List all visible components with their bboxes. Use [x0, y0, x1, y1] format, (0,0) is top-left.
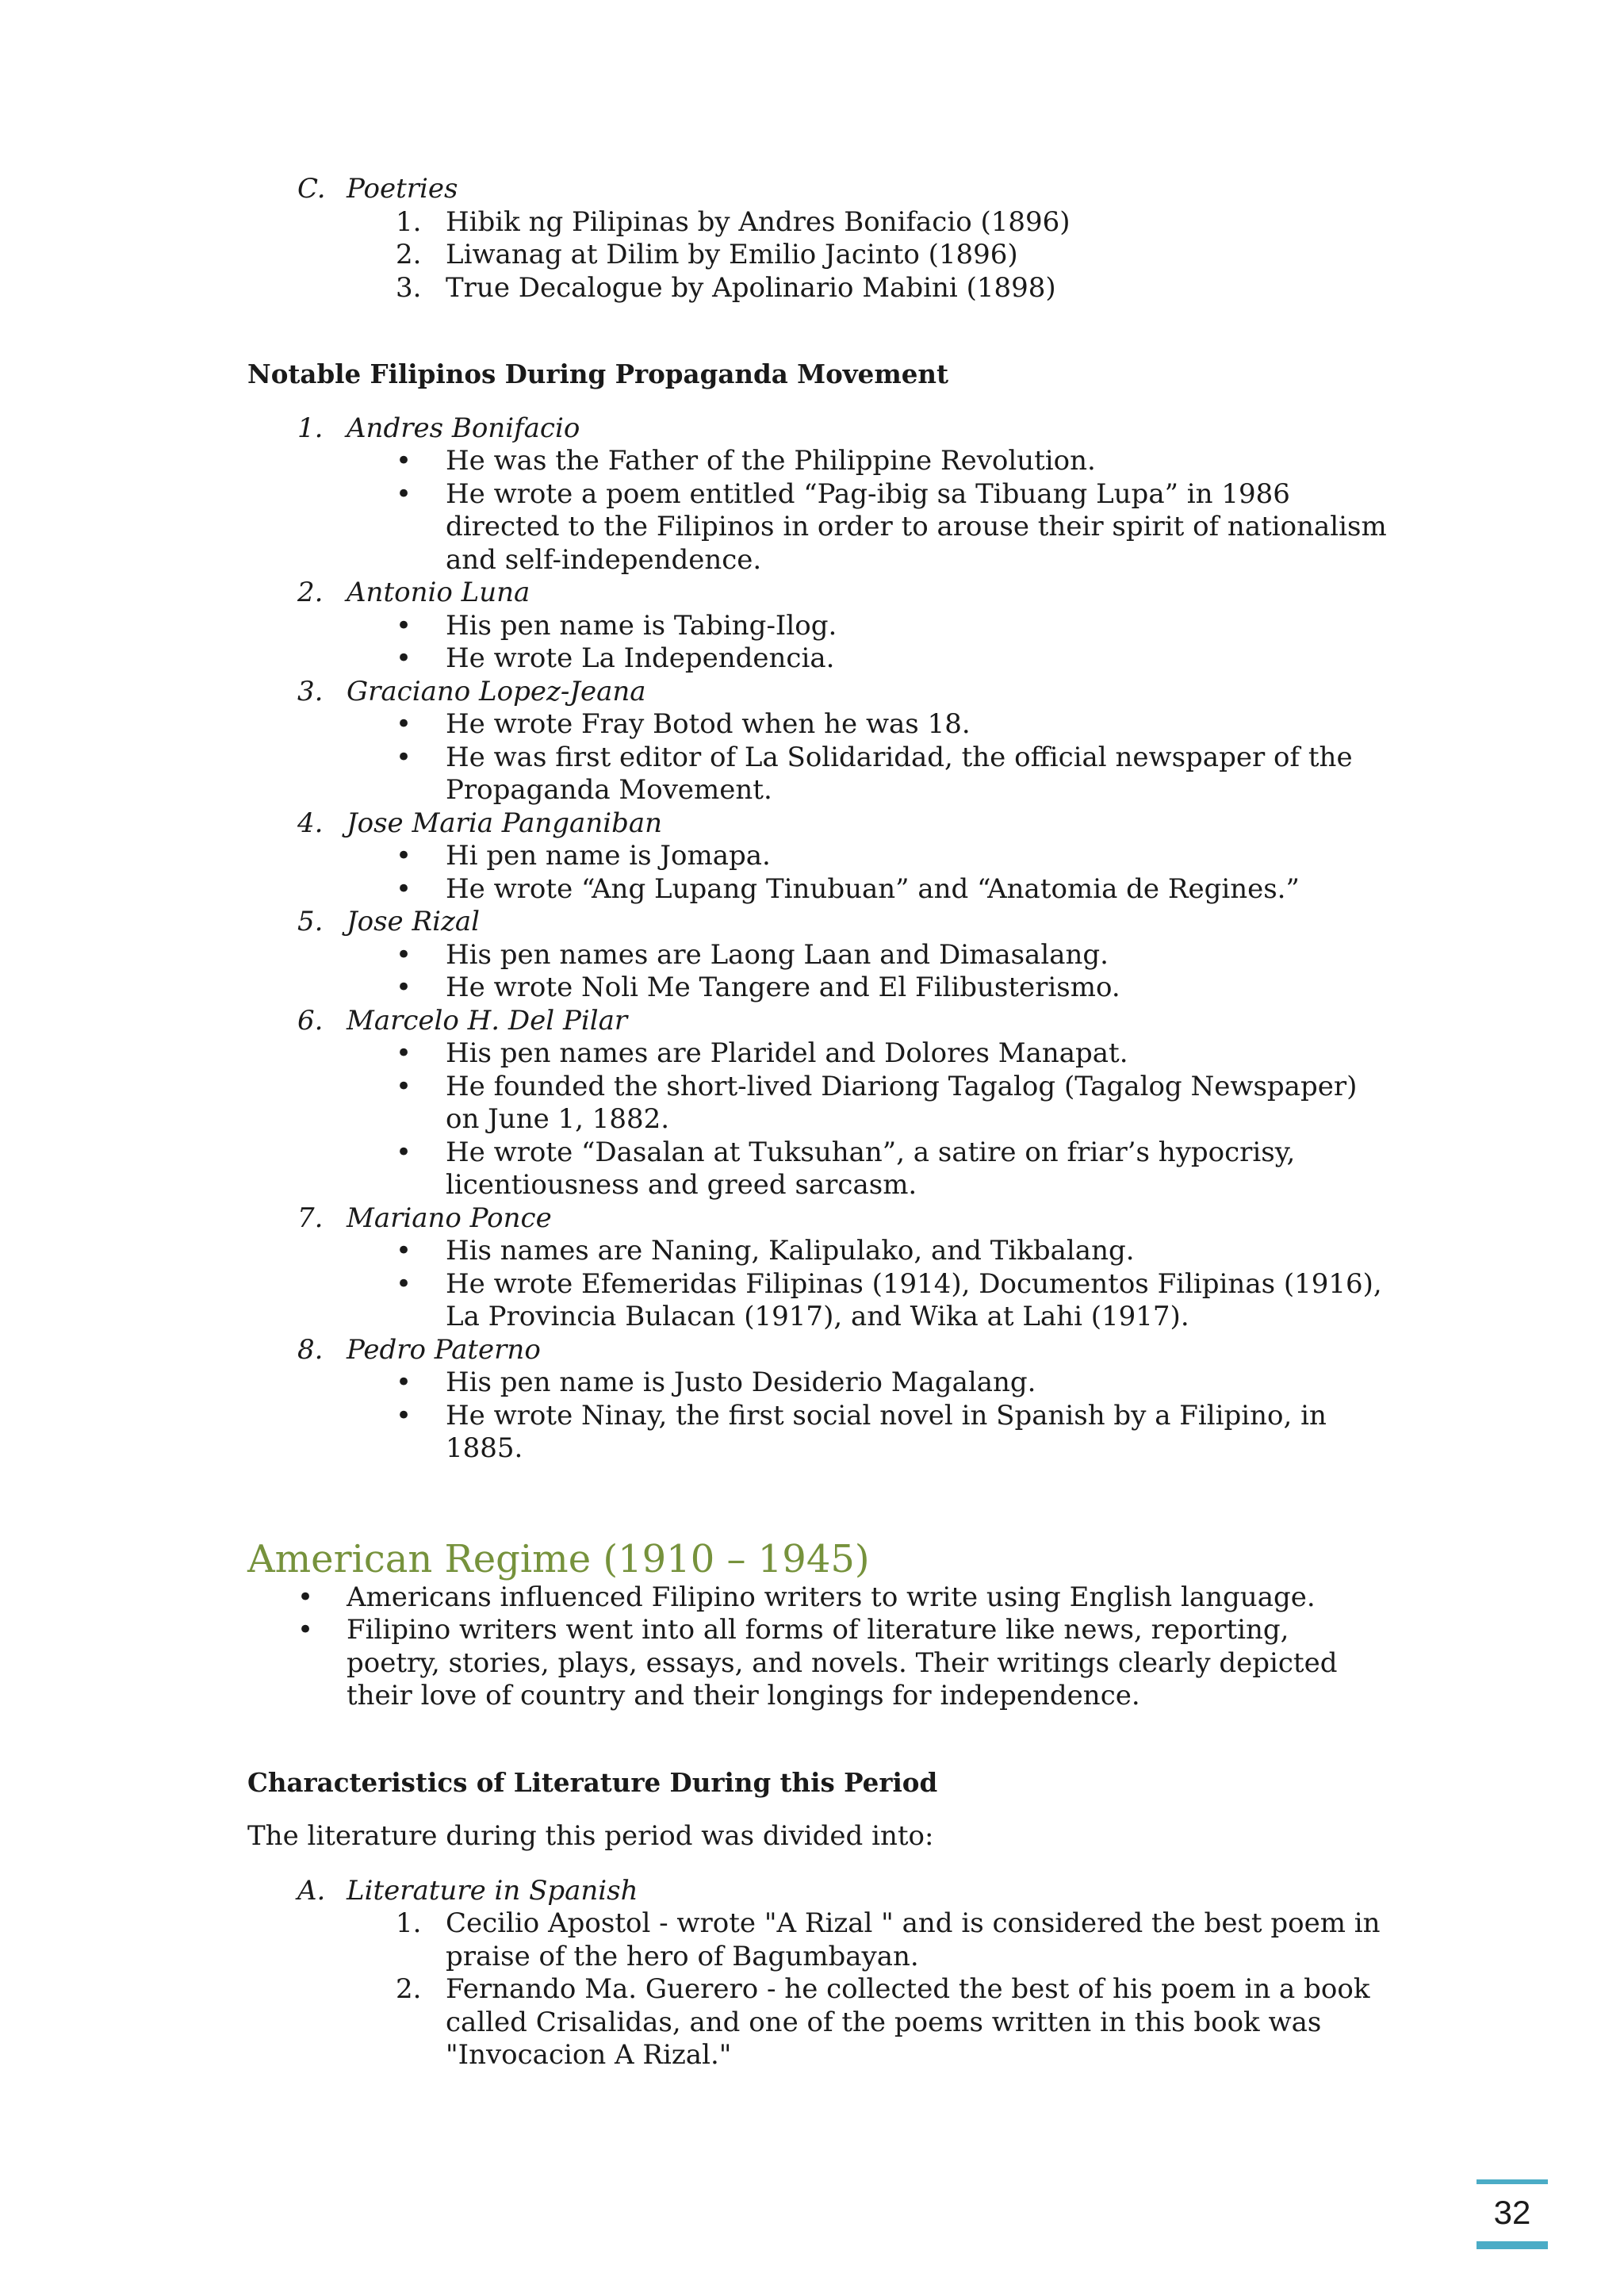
bullet-icon [396, 1366, 446, 1400]
list-item-literature-spanish [297, 1875, 1389, 1908]
bullet-item [396, 873, 1389, 907]
bullet-icon [396, 1235, 446, 1268]
list-number: 7. [297, 1202, 324, 1234]
person-item [297, 676, 1389, 709]
bullet-text: He was first editor of La Solidaridad, the official newspaper of the Propaganda Movement. [446, 741, 1353, 806]
bullet-item [396, 478, 1389, 577]
bullet-icon [396, 478, 446, 577]
list-number: 6. [297, 1004, 324, 1037]
bullet-item [396, 1366, 1389, 1400]
list-item-title: Poetries [347, 173, 458, 205]
person-name: Andres Bonifacio [347, 412, 580, 444]
bullet-icon [297, 1614, 347, 1713]
characteristics-heading: Characteristics of Literature During this Period [247, 1766, 938, 1798]
bullet-item [396, 642, 1389, 676]
list-number: 8. [297, 1333, 324, 1366]
bullet-text: His pen name is Tabing-Ilog. [446, 609, 837, 642]
bullet-text: He was the Father of the Philippine Revolution. [446, 445, 1096, 477]
list-marker: C. [297, 173, 326, 205]
person-item [297, 807, 1389, 841]
bullet-icon [396, 939, 446, 972]
bullet-icon [396, 742, 446, 807]
list-item [396, 1907, 1389, 1973]
characteristics-intro: The literature during this period was divided into: [247, 1820, 934, 1852]
bullet-text: His pen name is Justo Desiderio Magalang. [446, 1366, 1036, 1398]
list-item-title: Literature in Spanish [347, 1874, 638, 1907]
list-item [396, 272, 1389, 305]
list-item-text: Hibik ng Pilipinas by Andres Bonifacio (1896) [446, 205, 1071, 238]
bullet-text: Filipino writers went into all forms of literature like news, reporting, poetry, stories, plays, essays, and novels. Their writings clearly depicted their love of country and their longings for independence. [347, 1614, 1338, 1711]
bullet-item [396, 1235, 1389, 1268]
bullet-text: He wrote Fray Botod when he was 18. [446, 708, 971, 740]
bullet-icon [396, 873, 446, 907]
bullet-text: He wrote “Dasalan at Tuksuhan”, a satire on friar’s hypocrisy, licentiousness and greed sarcasm. [446, 1136, 1296, 1201]
list-item [396, 1973, 1389, 2072]
list-number: 1. [297, 412, 324, 444]
person-name: Jose Rizal [347, 906, 481, 937]
bullet-item [396, 840, 1389, 873]
document-page [247, 173, 1389, 2072]
list-marker: A. [297, 1874, 326, 1907]
person-item [297, 1202, 1389, 1236]
list-item-text: Cecilio Apostol - wrote "A Rizal " and is considered the best poem in praise of the hero of Bagumbayan. [446, 1907, 1381, 1972]
person-item [297, 412, 1389, 446]
bullet-item [396, 1268, 1389, 1334]
person-name: Mariano Ponce [347, 1202, 552, 1234]
bullet-icon [396, 445, 446, 478]
bullet-icon [396, 1268, 446, 1334]
bullet-item [396, 939, 1389, 972]
person-item [297, 1334, 1389, 1367]
bullet-item [396, 610, 1389, 643]
list-item-text: Fernando Ma. Guerero - he collected the best of his poem in a book called Crisalidas, and one of the poems written in this book was "Invocacion A Rizal." [446, 1973, 1370, 2071]
bullet-icon [396, 642, 446, 676]
bullet-item [297, 1581, 1389, 1615]
person-name: Marcelo H. Del Pilar [347, 1004, 628, 1037]
person-item [297, 577, 1389, 610]
person-name: Graciano Lopez-Jeana [347, 675, 646, 707]
bullet-text: His pen names are Laong Laan and Dimasalang. [446, 938, 1109, 971]
bullet-item [396, 1071, 1389, 1137]
bullet-item [396, 1137, 1389, 1202]
bullet-item [297, 1614, 1389, 1713]
page-number: 32 [1477, 2179, 1548, 2249]
list-number: 3. [297, 675, 324, 707]
list-number: 2. [396, 239, 422, 270]
bullet-text: Americans influenced Filipino writers to write using English language. [347, 1581, 1316, 1613]
bullet-icon [297, 1581, 347, 1615]
person-name: Antonio Luna [347, 577, 530, 608]
list-item [396, 239, 1389, 272]
list-item-poetries [297, 173, 1389, 206]
person-name: Pedro Paterno [347, 1333, 541, 1366]
bullet-text: He wrote La Independencia. [446, 642, 835, 674]
bullet-text: His pen names are Plaridel and Dolores Manapat. [446, 1037, 1128, 1069]
person-item [297, 906, 1389, 939]
list-number: 5. [297, 906, 324, 937]
bullet-icon [396, 610, 446, 643]
list-number: 2. [396, 1973, 422, 2005]
list-number: 1. [396, 1907, 422, 1939]
bullet-text: His names are Naning, Kalipulako, and Tikbalang. [446, 1235, 1135, 1267]
bullet-text: He wrote Efemeridas Filipinas (1914), Documentos Filipinas (1916), La Provincia Bulacan (1917), and Wika at Lahi (1917). [446, 1267, 1382, 1332]
list-item-text: Liwanag at Dilim by Emilio Jacinto (1896) [446, 239, 1018, 270]
bullet-item [396, 445, 1389, 478]
list-number: 4. [297, 807, 324, 839]
notable-people-list [247, 412, 1389, 1466]
bullet-icon [396, 1137, 446, 1202]
bullet-icon [396, 1037, 446, 1071]
bullet-icon [396, 708, 446, 742]
bullet-icon [396, 1400, 446, 1466]
american-regime-heading: American Regime (1910 – 1945) [247, 1536, 870, 1581]
bullet-icon [396, 972, 446, 1005]
bullet-item [396, 972, 1389, 1005]
bullet-text: He wrote Ninay, the first social novel in Spanish by a Filipino, in 1885. [446, 1399, 1327, 1464]
bullet-item [396, 1037, 1389, 1071]
bullet-icon [396, 1071, 446, 1137]
bullet-text: He wrote Noli Me Tangere and El Filibusterismo. [446, 972, 1120, 1003]
bullet-item [396, 1400, 1389, 1466]
bullet-text: Hi pen name is Jomapa. [446, 840, 771, 872]
list-number: 1. [396, 205, 422, 238]
notable-heading: Notable Filipinos During Propaganda Movement [247, 358, 949, 389]
bullet-text: He founded the short-lived Diariong Tagalog (Tagalog Newspaper) on June 1, 1882. [446, 1070, 1358, 1135]
person-name: Jose Maria Panganiban [347, 807, 663, 839]
bullet-item [396, 708, 1389, 742]
list-item-text: True Decalogue by Apolinario Mabini (1898) [446, 271, 1056, 304]
bullet-icon [396, 840, 446, 873]
bullet-text: He wrote “Ang Lupang Tinubuan” and “Anatomia de Regines.” [446, 872, 1300, 905]
list-number: 3. [396, 271, 422, 304]
list-item [396, 206, 1389, 240]
person-item [297, 1005, 1389, 1038]
list-number: 2. [297, 577, 324, 608]
bullet-item [396, 742, 1389, 807]
bullet-text: He wrote a poem entitled “Pag-ibig sa Tibuang Lupa” in 1986 directed to the Filipinos in order to arouse their spirit of nationalism and self-independence. [446, 477, 1387, 576]
